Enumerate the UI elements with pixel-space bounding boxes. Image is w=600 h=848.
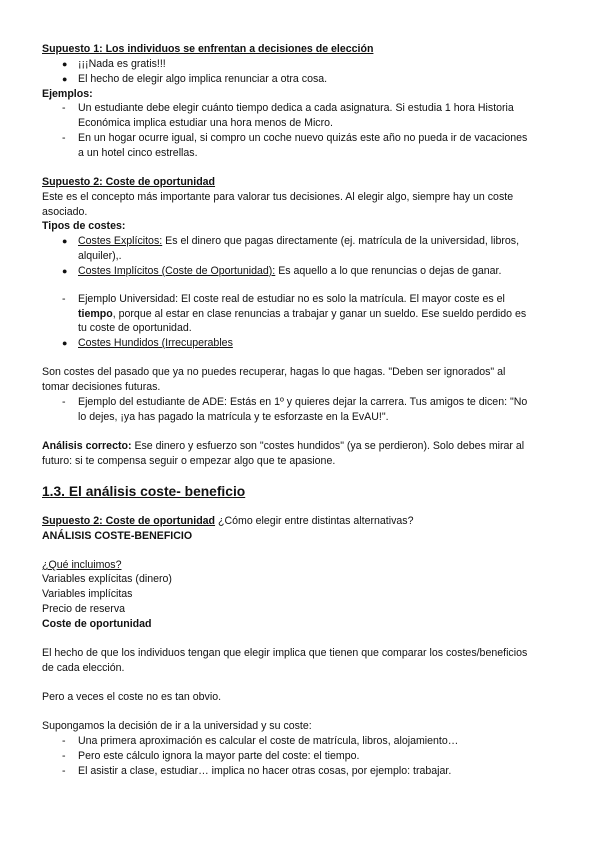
costes-explicitos-line1	[78, 234, 519, 248]
bullet-mark: ●	[62, 338, 68, 348]
comparar-costes-line1: El hecho de que los individuos tengan que elegir implica que tienen que comparar los costes/beneficios	[42, 647, 528, 659]
supuesto-1-title: Supuesto 1: Los individuos se enfrentan a decisiones de elección	[42, 43, 374, 55]
analisis-correcto-text: Ese dinero y esfuerzo son "costes hundidos" (ya se perdieron). Solo debes mirar al	[131, 440, 525, 452]
analisis-coste-beneficio-label: ANÁLISIS COSTE-BENEFICIO	[42, 530, 193, 542]
analisis-correcto-line2: futuro: si te compensa seguir o empezar algo que te apasione.	[42, 455, 336, 467]
calculo-ignora-tiempo: Pero este cálculo ignora la mayor parte del coste: el tiempo.	[78, 750, 360, 762]
tiempo-bold: tiempo	[78, 308, 113, 320]
que-incluimos-label: ¿Qué incluimos?	[42, 559, 122, 571]
primera-aproximacion: Una primera aproximación es calcular el coste de matrícula, libros, alojamiento…	[78, 735, 459, 747]
dash-mark: -	[62, 765, 66, 777]
bullet-elegir-renunciar: El hecho de elegir algo implica renunciar a otra cosa.	[78, 73, 328, 85]
coste-oportunidad-bold: Coste de oportunidad	[42, 618, 152, 630]
costes-implicitos-line	[78, 264, 501, 278]
ejemplo-hogar-line1: En un hogar ocurre igual, si compro un coche nuevo quizás este año no pueda ir de vacaciones	[78, 132, 528, 144]
ejemplo-universidad-line2	[78, 307, 526, 321]
coste-oportunidad-intro-line1: Este es el concepto más importante para valorar tus decisiones. Al elegir algo, siempre hay un coste	[42, 191, 514, 203]
bullet-mark: ●	[62, 74, 68, 84]
dash-mark: -	[62, 132, 66, 144]
costes-implicitos-label: Costes Implícitos (Coste de Oportunidad):	[78, 265, 276, 277]
ejemplo-estudiante-line1: Un estudiante debe elegir cuánto tiempo dedica a cada asignatura. Si estudia 1 hora Historia	[78, 102, 514, 114]
ejemplo-universidad-line2-rest: , porque al estar en clase renuncias a trabajar y ganar un sueldo. Ese sueldo perdido es	[112, 308, 527, 320]
supongamos-universidad: Supongamos la decisión de ir a la universidad y su coste:	[42, 720, 312, 732]
dash-mark: -	[62, 102, 66, 114]
analisis-correcto-label: Análisis correcto:	[42, 440, 132, 452]
ejemplos-label: Ejemplos:	[42, 88, 93, 100]
coste-no-obvio: Pero a veces el coste no es tan obvio.	[42, 691, 222, 703]
dash-mark: -	[62, 396, 66, 408]
ejemplo-universidad-line3: tu coste de oportunidad.	[78, 322, 192, 334]
asistir-clase-trabajar: El asistir a clase, estudiar… implica no hacer otras cosas, por ejemplo: trabajar.	[78, 765, 452, 777]
supuesto-2-repeat-line	[42, 514, 413, 528]
variables-implicitas: Variables implícitas	[42, 588, 133, 600]
variables-explicitas: Variables explícitas (dinero)	[42, 573, 172, 585]
supuesto-2-title: Supuesto 2: Coste de oportunidad	[42, 176, 216, 188]
costes-hundidos-def-line2: tomar decisiones futuras.	[42, 381, 161, 393]
costes-explicitos-text: Es el dinero que pagas directamente (ej. matrícula de la universidad, libros,	[162, 235, 520, 247]
ejemplo-ade-line2: lo dejes, ¡ya has pagado la matrícula y te esforzaste en la EvAU!".	[78, 411, 389, 423]
ejemplo-hogar-line2: a un hotel cinco estrellas.	[78, 147, 198, 159]
coste-oportunidad-intro-line2: asociado.	[42, 206, 88, 218]
tipos-costes-label: Tipos de costes:	[42, 220, 126, 232]
ejemplo-estudiante-line2: Económica implica estudiar una hora menos de Micro.	[78, 117, 333, 129]
como-elegir-question: ¿Cómo elegir entre distintas alternativas?	[215, 515, 414, 527]
section-heading-1-3: 1.3. El análisis coste- beneficio	[42, 484, 246, 499]
ejemplo-ade-line1: Ejemplo del estudiante de ADE: Estás en 1º y quieres dejar la carrera. Tus amigos te dicen: "No	[78, 396, 528, 408]
costes-explicitos-label: Costes Explícitos:	[78, 235, 163, 247]
dash-mark: -	[62, 750, 66, 762]
precio-reserva: Precio de reserva	[42, 603, 126, 615]
bullet-mark: ●	[62, 236, 68, 246]
costes-explicitos-line2: alquiler),.	[78, 250, 122, 262]
analisis-correcto-line1	[42, 439, 524, 453]
bullet-nada-gratis: ¡¡¡Nada es gratis!!!	[78, 58, 166, 70]
costes-implicitos-text: Es aquello a lo que renuncias o dejas de ganar.	[275, 265, 502, 277]
dash-mark: -	[62, 735, 66, 747]
bullet-mark: ●	[62, 266, 68, 276]
costes-hundidos-label: Costes Hundidos (Irrecuperables	[78, 337, 233, 349]
costes-hundidos-def-line1: Son costes del pasado que ya no puedes recuperar, hagas lo que hagas. "Deben ser ignorados" al	[42, 366, 506, 378]
dash-mark: -	[62, 293, 66, 305]
supuesto-2-repeat-title: Supuesto 2: Coste de oportunidad	[42, 515, 216, 527]
bullet-mark: ●	[62, 59, 68, 69]
ejemplo-universidad-line1: Ejemplo Universidad: El coste real de estudiar no es solo la matrícula. El mayor coste es el	[78, 293, 505, 305]
comparar-costes-line2: de cada elección.	[42, 662, 125, 674]
